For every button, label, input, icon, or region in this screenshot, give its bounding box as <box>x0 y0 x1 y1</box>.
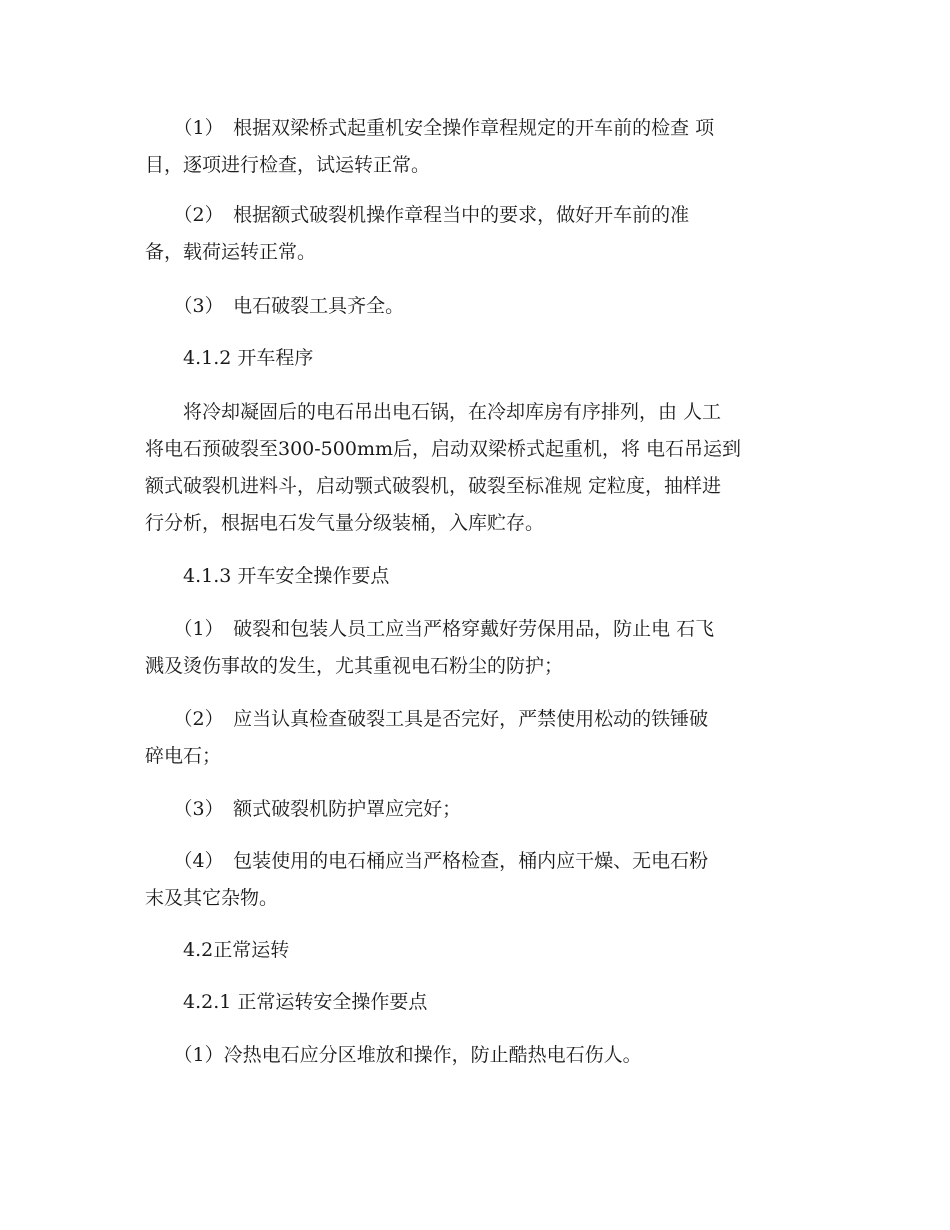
text-line: （2） 根据额式破裂机操作章程当中的要求，做好开车前的准 <box>145 204 690 226</box>
section-heading-start-procedure <box>145 340 815 377</box>
section-heading-normal-operation <box>145 932 815 969</box>
text-line: （3） 电石破裂工具齐全。 <box>145 295 405 317</box>
section-heading: 4.1.2 开车程序 <box>145 347 314 369</box>
text-line: 将冷却凝固后的电石吊出电石锅，在冷却库房有序排列，由 人工 <box>145 401 722 423</box>
text-line: 行分析，根据电石发气量分级装桶，入库贮存。 <box>145 512 545 534</box>
paragraph-check-crane <box>145 110 815 184</box>
text-line: 备，载荷运转正常。 <box>145 241 317 263</box>
text-line: （1）冷热电石应分区堆放和操作，防止酷热电石伤人。 <box>145 1044 642 1066</box>
text-line: （2） 应当认真检查破裂工具是否完好，严禁使用松动的铁锤破 <box>145 708 709 730</box>
paragraph-tools-ready <box>145 288 815 325</box>
paragraph-guard <box>145 791 815 828</box>
text-line: （1） 根据双梁桥式起重机安全操作章程规定的开车前的检查 项 <box>145 117 715 139</box>
paragraph-start-procedure <box>145 394 815 542</box>
text-line: 溅及烫伤事故的发生，尤其重视电石粉尘的防护； <box>145 655 564 677</box>
text-line: 额式破裂机进料斗，启动颚式破裂机，破裂至标准规 定粒度，抽样进 <box>145 475 722 497</box>
text-line: （3） 额式破裂机防护罩应完好； <box>145 798 462 820</box>
paragraph-separate-stacking <box>145 1037 815 1074</box>
section-heading-start-safety <box>145 558 815 595</box>
text-line: （4） 包装使用的电石桶应当严格检查，桶内应干燥、无电石粉 <box>145 850 709 872</box>
paragraph-barrel-check <box>145 843 815 917</box>
text-line: 末及其它杂物。 <box>145 887 279 909</box>
paragraph-ppe <box>145 611 815 685</box>
paragraph-crusher-prep <box>145 197 815 271</box>
section-heading: 4.2.1 正常运转安全操作要点 <box>145 991 428 1013</box>
text-line: （1） 破裂和包装人员工应当严格穿戴好劳保用品，防止电 石飞 <box>145 618 715 640</box>
paragraph-tool-inspection <box>145 701 815 775</box>
section-heading-normal-safety <box>145 984 815 1021</box>
text-line: 目，逐项进行检查，试运转正常。 <box>145 154 431 176</box>
text-line: 将电石预破裂至300-500mm后，启动双梁桥式起重机，将 电石吊运到 <box>145 438 742 460</box>
section-heading: 4.2正常运转 <box>145 939 290 961</box>
section-heading: 4.1.3 开车安全操作要点 <box>145 565 390 587</box>
text-line: 碎电石； <box>145 745 222 767</box>
